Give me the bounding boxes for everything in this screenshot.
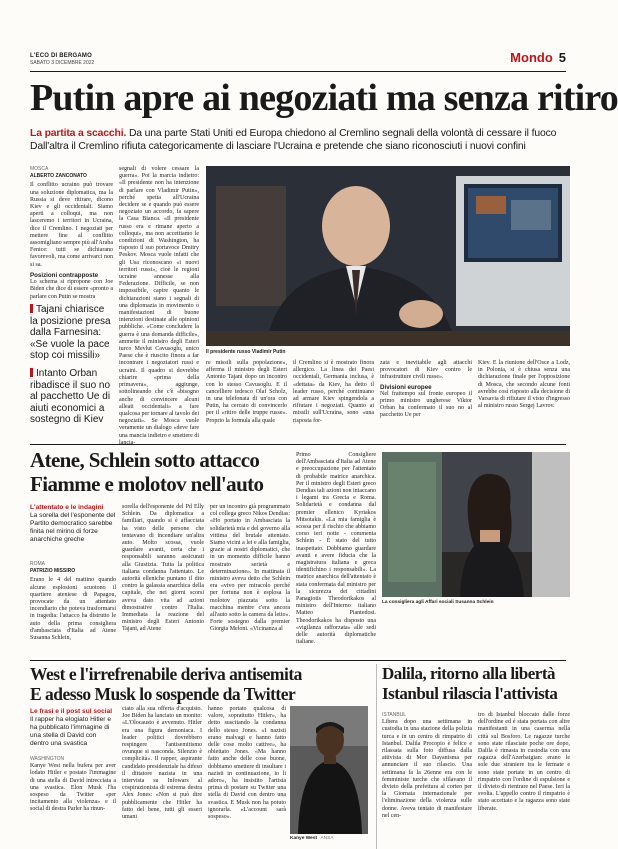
west-headline xyxy=(30,664,350,704)
putin-photo-caption: Il presidente russo Vladimir Putin xyxy=(206,349,286,355)
dalila-col2-text: tro di Istanbul bloccato dalle forze dell'ordine ed è stata portata con altre manifestanti in una caserma nella città sul Bosforo. Le ragazze turche sono state rilasciate poche ore dopo, Dalila è rimasta in custodia con una ragazza dell'Azerbaigian: erano le sole due straniere tra le fermate e sono state portate in un centro di rimpatrio con l'ordine di espulsione e il divieto di rientrare nel Paese. Ieri la svolta. L'appello contro il rimpatrio è stato accettato e la ragazza sono state liberate. xyxy=(478,712,570,812)
lead-col2-text: segnali di volere cessare la guerra». Poi la marcia indietro: «Il presidente non ha intenzione di parlare con Vladimir Putin», perché spetta all'Ucraina decidere se e quando può essere negoziato un accordo, fa sapere la Casa Bianca. «Il presidente russo era e rimane aperto a colloqui», ma non accettiamo le condizioni di Washington, ha risposto il suo portavoce Dmitry Peskov. Mosca vuole infatti che gli Usa riconoscano «i nuovi territori russi», cioè le regioni ucraine annesse alla Federazione. Difficile, se non impossibile, capire quanto le dichiarazioni siano i segnali di una diplomazia in movimento o manifestazioni di buone intenzioni destinate alle opinioni pubbliche. «Come concludere la guerra è una domanda difficile», ammette il ministro degli Esteri turco Mevlut Cavusoglu, unico Paese che è riuscito finora a far incontrare i negoziatori russi e ucraini. Il quadro si dovrebbe chiarire «prima della primavera», aggiunge, sottolineando che c'è «bisogno anche di convincere alcuni alleati occidentali» a fare qualcosa per tornare al tavolo dei negoziati». Se Mosca vuole veramente un dialogo «deve fare una mancia indietro e smettere di lancia- xyxy=(119,166,199,446)
lead-dateline: MOSCA xyxy=(30,166,49,172)
lead-column-6 xyxy=(478,360,570,440)
dalila-column-1 xyxy=(382,712,472,849)
lead-col5-box-text: Nel frattempo sul fronte europeo il primo ministro ungherese Viktor Orban ha confermato il suo no al pacchetto Ue per xyxy=(380,390,472,419)
west-headline-line1: West e l'irrefrenabile deriva antisemita xyxy=(30,664,302,684)
schlein-col1-text: Erano le 4 del mattino quando alcune esplosioni scuotono il quartiere ateniese di Papagou, provocate da un attentato incendiario che poteva trasformarsi in tragedia: l'attacco ha distrutto le auto della prima consigliera d'ambasciata d'Italia ad Atene Susanna Schlein, xyxy=(30,577,116,642)
schlein-photo xyxy=(382,452,570,597)
west-deck xyxy=(30,708,116,748)
masthead xyxy=(30,53,94,66)
section-name: Mondo xyxy=(510,50,553,65)
schlein-dateline: ROMA xyxy=(30,561,45,567)
west-col3-text: hanno portato qualcosa di valore, soprattutto Hitler», ha detto suscitando la condanna dello stesso Jones. «I nazisti erano malvagi e hanno fatto delle cose molto cattive», ha obiettato Jones. «Ma hanno fatto anche delle cose buone, dobbiamo smettere di insultare i nazisti in continuazione, io li adoro», ha insistito l'artista prima di postare su Twitter una stella di David con dentro una svastica. E Musk non ha potuto ignorarla. «L'account sarà sospeso». xyxy=(208,706,286,821)
west-caption-text: Kanye West xyxy=(290,836,318,841)
putin-photo-illustration xyxy=(206,166,570,346)
lead-col1-text: Il conflitto ucraino può trovare una soluzione diplomatica, ma la Russia si deve ritirare, dicono Kiev e gli occidentali. Siamo aperti a colloqui, ma non lasceremo i territori in Ucraina, dice il Cremlino. I negoziati per mettere fine al conflitto assomigliano sempre più all'Araba Fenice: tutti se dichiarano favorevoli, ma come arrivarci non si sa. xyxy=(30,182,113,268)
schlein-column-1 xyxy=(30,561,116,653)
lead-subheadline xyxy=(30,127,570,153)
schlein-headline-line2: Fiamme e molotov nell'auto xyxy=(30,472,264,496)
pull-quote-orban xyxy=(30,368,113,426)
dalila-column-2 xyxy=(478,712,570,849)
lead-column-1 xyxy=(30,166,113,269)
schlein-headline-line1: Atene, Schlein sotto attacco xyxy=(30,448,260,472)
schlein-column-4 xyxy=(296,452,376,654)
schlein-col3-text: per un incontro già programmato col collega greco Nikos Dendias: «Ho portato in Ambasciata la solidarietà mia e del governo alla vittima del brutale attentato. Siamo vicini a lei e alla famiglia, grazie ai nostri diplomatici, che in un momento difficile hanno mostrato serietà e determinazione». In mattinata il ministro aveva detto che Schlein era «vivo per miracolo perché per fortuna non è esplosa la molotov piazzata sotto la macchina mentre c'era ancora all'auto sotto la camera da letto». Forte sostegno dalla premier Giorgia Meloni. «Vicinanza al xyxy=(210,504,290,633)
pull-marker xyxy=(30,368,33,377)
west-dateline: WASHINGTON xyxy=(30,756,65,762)
lead-col5-box-title: Divisioni europee xyxy=(380,383,432,391)
west-col2-text: ciato alla sua offerta d'acquisto. Joe Biden ha lanciato un monito: «L'Olocausto è avvenuto. Hitler era una figura demoniaca. I leader politici dovrebbero respingere l'antisemitismo ovunque si nasconda. Silenzio è complicità». Il rapper, aspirante candidato presidenziale ha difeso il dittatore nazista in una intervista su Infowars al cospirazionista di estrema destra Alex Jones: «Non si può dire pubblicamente che Hitler ha fatto del bene, tutti gli esseri umani xyxy=(122,706,202,821)
west-photo-caption xyxy=(290,836,334,841)
lead-box-title: Posizioni contrapposte xyxy=(30,272,99,279)
schlein-deck-text: La sorella del l'esponente del Partito democratico sarebbe finita nel mirino di forze anarchiche greche xyxy=(30,512,116,543)
lead-headline: Putin apre ai negoziati ma senza ritiro xyxy=(30,77,618,119)
section-divider-1 xyxy=(30,444,566,445)
column-divider xyxy=(376,664,377,849)
west-headline-line2: E adesso Musk lo sospende da Twitter xyxy=(30,684,296,704)
dalila-col1-text: Libera dopo una settimana in custodia in una stazione della polizia turca e in un centro di rimpatrio di Istanbul. Dalila Procopio è felice e rilassata sulla foto diffusa dalla attivista di Mor Dayanisma per annunciare il suo rilascio. Una settimana fa la 26enne era con le femministe turche che sfilavano il divieto della prefettura al corteo per la Giornata internazionale per l'eliminazione della violenza sulle donne. Aveva tentato di manifestare nel cen- xyxy=(382,719,472,819)
west-photo-credit: ANSA xyxy=(320,836,334,841)
pull-quote-text: Tajani chiarisce la posizione presa dalla Farnesina: «Se vuole la pace stop coi missili» xyxy=(30,304,111,361)
issue-date: SABATO 3 DICEMBRE 2022 xyxy=(30,60,95,66)
schlein-deck xyxy=(30,504,116,544)
dalila-dateline: ISTANBUL xyxy=(382,712,407,718)
lead-kicker: La partita a scacchi. xyxy=(30,128,127,139)
schlein-column-3 xyxy=(210,504,290,654)
dalila-headline xyxy=(382,664,570,704)
west-column-3 xyxy=(208,706,286,836)
lead-column-5 xyxy=(380,360,472,440)
lead-col6-text: Kiev. E la riunione dell'Osce a Lodz, in Polonia, si è chiusa senza una dichiarazione finale per l'opposizione di Mosca, che secondo alcune fonti avrebbe così risposto alla decisione di Varsavia di rifiutare il visto d'ingresso al ministro russo Sergej Lavrov. xyxy=(478,360,570,410)
schlein-headline xyxy=(30,448,300,496)
dalila-headline-line1: Dalila, ritorno alla libertà xyxy=(382,664,555,683)
newspaper-name: L'ECO DI BERGAMO xyxy=(30,53,92,59)
schlein-byline: PATRIZIO MISSIRO xyxy=(30,568,76,575)
lead-column-2 xyxy=(119,166,199,446)
pull-quote-text: Intanto Orban ribadisce il suo no al pacchetto Ue di aiuti economici a sostegno di Kiev xyxy=(30,368,111,425)
lead-subheadline-text: Da una parte Stati Uniti ed Europa chiedono al Cremlino segnali della volontà di cessare il fuoco Dall'altra il Cremlino rifiuta categoricamente di lasciare l'Ucraina e pretende che siano riconosciuti i nuovi confini xyxy=(30,128,557,152)
schlein-photo-caption: La consigliera agli Affari sociali Susanna Schlein xyxy=(382,600,494,605)
top-rule xyxy=(30,71,566,72)
lead-column-3 xyxy=(206,360,287,440)
schlein-col4-text: Primo Consigliere dell'Ambasciata d'Italia ad Atene e preoccupazione per l'attentato di probabile matrice anarchica. Per il ministro degli Esteri greco Dendias tali azioni non intaccano i legami tra Grecia e Roma. Solidarietà e condanna dal premier ellenico Kyriakos Mitsotakis. «La mia famiglia è scossa per il rischio che abbiamo corso ieri notte - commenta Schlein - È stato del tutto inaspettato. Dobbiamo guardare avanti e avere fiducia che la magistratura italiana e greca identifichino i responsabili». La matrice anarchica dell'attentato è stata confermata dal ministro per la sicurezza dei cittadini Panagiotis Theodorikakos al ministro dell'Interno italiano Matteo Piantedosi. Theodorikakos ha disposto una «vigilanza rafforzata» alle sedi delle autorità diplomatiche italiane. xyxy=(296,452,376,646)
lead-col3-text: re missili sulla popolazione», afferma il ministro degli Esteri Antonio Tajani dopo un incontro con lo stesso Cavusoglu. E il cancelliere tedesco Olaf Scholz, in una telefonata di un'ora con Putin, ha cercato di convincerlo per il «ritiro delle truppe russe». Proprio la formula alla quale xyxy=(206,360,287,424)
lead-box xyxy=(30,268,113,304)
section-divider-2 xyxy=(30,660,566,661)
lead-byline: ALBERTO ZANCONATO xyxy=(30,173,87,180)
pull-marker xyxy=(30,304,33,313)
putin-photo xyxy=(206,166,570,346)
west-col1-text: Kanye West nella bufera per aver lodato Hitler e postato l'immagine di una stella di David intrecciata a una svastica. Elon Musk l'ha sospeso da Twitter «per incitamento alla violenza» e il social di destra Parler ha rinun- xyxy=(30,763,116,813)
west-photo xyxy=(290,706,368,834)
west-photo-illustration xyxy=(290,706,368,834)
west-column-2 xyxy=(122,706,202,849)
lead-box-text: Lo schema si ripropone con Joe Biden che dice di essere «pronto a parlare con Putin se mostra xyxy=(30,279,113,300)
schlein-column-2 xyxy=(122,504,204,654)
section-label xyxy=(510,50,566,65)
page-number: 5 xyxy=(558,50,566,65)
dalila-headline-line2: Istanbul rilascia l'attivista xyxy=(382,684,558,703)
lead-col4-text: il Cremlino si è mostrato finora allergico. La linea dei Paesi occidentali, Germania inclusa, è «dettata» da Kiev, ha detto il leader russo, perché continuano ad armare Kiev spingendola a rifiutare i negoziati. Quanto ai missili sull'Ucraina, sono «una risposta for- xyxy=(293,360,374,424)
schlein-photo-illustration xyxy=(382,452,570,597)
schlein-deck-kicker: L'attentato e le indagini xyxy=(30,504,104,511)
west-column-1 xyxy=(30,756,116,849)
schlein-col2-text: sorella dell'esponente del Pd Elly Schlein. Da diplomatica a familiari, quando si è affacciata ha visto delle persone che tentavano di incendiare un'altra auto. Molto scossa, vuole guardare avanti, certa che i responsabili saranno assicurati alla Giustizia. Tutta la politica italiana condanna l'attentato. Le autorità elleniche puntano il dito contro la galassia anarchica della capitale, che nei giorni scorsi aveva dato vita ad azioni dimostrative contro l'Italia. Immediata la reazione del ministro degli Esteri Antonio Tajani, ad Atene xyxy=(122,504,204,633)
west-deck-kicker: Le frasi e il post sul social xyxy=(30,708,113,715)
west-deck-text: Il rapper ha elogiato Hitler e ha pubblicato l'immagine di una stella di David con dentro una svastica xyxy=(30,716,112,747)
pull-quote-tajani xyxy=(30,304,113,362)
lead-column-4 xyxy=(293,360,374,440)
lead-col5-text: zata e inevitabile agli attacchi provocatori di Kiev contro le infrastrutture civili russe». xyxy=(380,360,472,381)
